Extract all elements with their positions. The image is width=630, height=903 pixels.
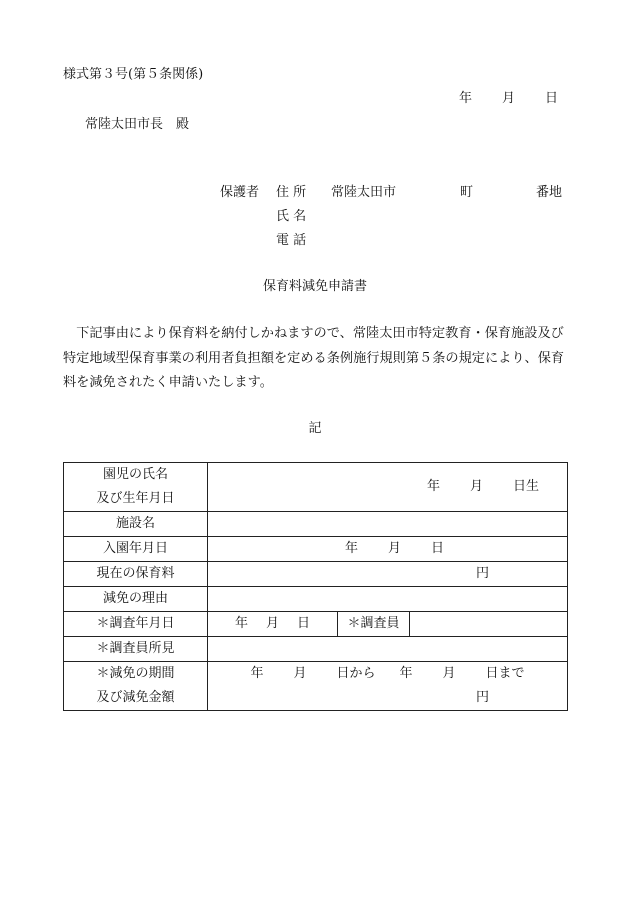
period-row — [64, 662, 568, 711]
submission-date — [459, 90, 558, 108]
child-birth-field[interactable]: 年 月 日生 — [208, 463, 568, 512]
current-fee-field[interactable]: 円 — [208, 562, 568, 587]
address-city: 常陸太田市 — [331, 185, 397, 200]
surveyor-opinion-label: ＊調査員所見 — [64, 637, 208, 662]
current-fee-label: 現在の保育料 — [64, 562, 208, 587]
child-row — [64, 463, 568, 512]
survey-date-field[interactable]: 年 月 日 — [208, 612, 338, 637]
facility-row — [64, 512, 568, 537]
current-fee-row — [64, 562, 568, 587]
reason-label: 減免の理由 — [64, 587, 208, 612]
date-day: 日 — [544, 91, 558, 106]
survey-date-label: ＊調査年月日 — [64, 612, 208, 637]
surveyor-field[interactable] — [410, 612, 568, 637]
period-amount: 円 — [475, 690, 489, 705]
address-label: 住 所 — [276, 185, 307, 200]
surveyor-opinion-field[interactable] — [208, 637, 568, 662]
admission-label: 入園年月日 — [64, 537, 208, 562]
surveyor-label: ＊調査員 — [338, 612, 410, 637]
surveyor-opinion-row — [64, 637, 568, 662]
facility-label: 施設名 — [64, 512, 208, 537]
reason-row — [64, 587, 568, 612]
child-name-label: 園児の氏名 及び生年月日 — [64, 463, 208, 512]
admission-row — [64, 537, 568, 562]
guardian-name-row — [276, 208, 331, 226]
address-number: 番地 — [536, 185, 563, 200]
reason-field[interactable] — [208, 587, 568, 612]
document-title: 保育料減免申請書 — [262, 279, 367, 294]
request-statement: 下記事由により保育料を納付しかねますので、常陸太田市特定教育・保育施設及び特定地域型保育事業の利用者負担額を定める条例施行規則第５条の規定により、保育料を減免されたく申請いたします。 — [63, 326, 565, 390]
guardian-role-label: 保護者 — [220, 185, 260, 200]
phone-label: 電 話 — [276, 233, 307, 248]
period-field[interactable] — [208, 662, 568, 711]
date-month: 月 — [501, 91, 515, 106]
form-number: 様式第３号(第５条関係) — [63, 67, 204, 82]
survey-row — [64, 612, 568, 637]
period-label: ＊減免の期間 及び減免金額 — [64, 662, 208, 711]
guardian-address-row — [276, 184, 396, 202]
period-dates: 年 月 日から 年 月 日まで — [250, 666, 525, 681]
application-details-table — [63, 462, 568, 711]
addressee: 常陸太田市長 殿 — [85, 117, 190, 132]
ki-heading: 記 — [308, 421, 322, 436]
facility-field[interactable] — [208, 512, 568, 537]
name-label: 氏 名 — [276, 209, 307, 224]
guardian-phone-row — [276, 232, 331, 250]
admission-field[interactable]: 年 月 日 — [208, 537, 568, 562]
address-town: 町 — [460, 185, 474, 200]
date-year: 年 — [458, 91, 472, 106]
